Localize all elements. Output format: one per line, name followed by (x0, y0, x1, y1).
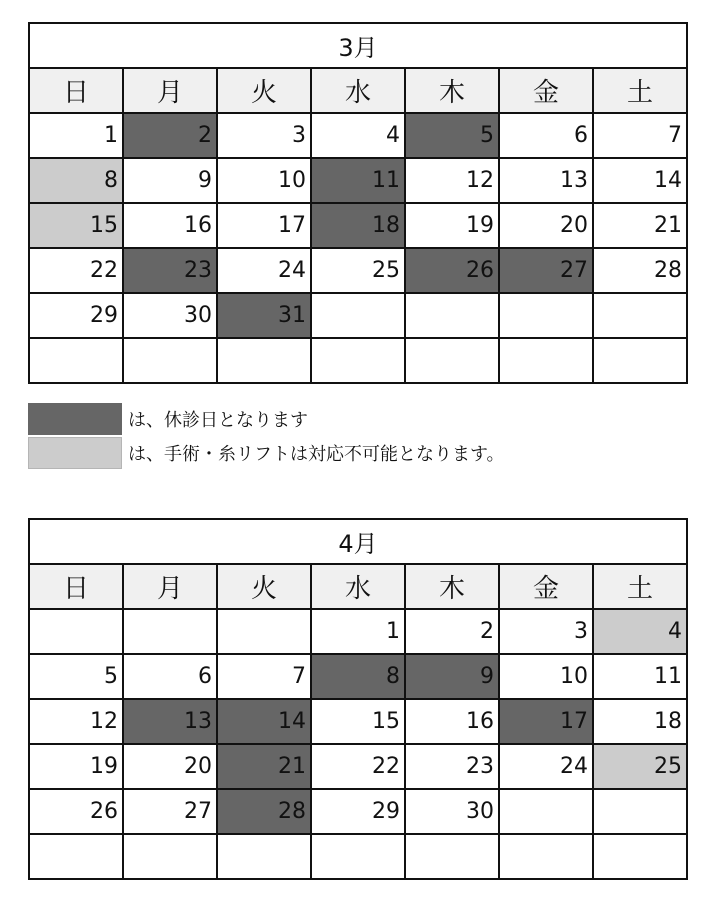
calendar-body (29, 609, 687, 879)
month-title: 4月 (29, 519, 687, 564)
weekday-header: 月 (123, 564, 217, 609)
day-cell: 3 (217, 113, 311, 158)
day-cell: 9 (405, 654, 499, 699)
day-cell: 16 (123, 203, 217, 248)
empty-day-cell (593, 834, 687, 879)
day-cell: 5 (405, 113, 499, 158)
no-surgery-legend-text: は、手術・糸リフトは対応不可能となります。 (128, 444, 505, 465)
empty-day-cell (29, 338, 123, 383)
empty-day-cell (311, 834, 405, 879)
legend-row-no-surgery (28, 436, 505, 470)
legend (28, 402, 505, 470)
calendar-body (29, 113, 687, 383)
day-cell: 29 (311, 789, 405, 834)
weekday-header: 木 (405, 68, 499, 113)
day-cell: 3 (499, 609, 593, 654)
week-row (29, 338, 687, 383)
day-cell: 8 (29, 158, 123, 203)
week-row (29, 248, 687, 293)
day-cell: 28 (593, 248, 687, 293)
day-cell: 14 (593, 158, 687, 203)
day-cell: 20 (499, 203, 593, 248)
day-cell: 23 (123, 248, 217, 293)
empty-day-cell (405, 293, 499, 338)
empty-day-cell (311, 338, 405, 383)
day-cell: 18 (593, 699, 687, 744)
closed-day-legend-text: は、休診日となります (128, 410, 308, 431)
empty-day-cell (593, 789, 687, 834)
day-cell: 12 (29, 699, 123, 744)
empty-day-cell (593, 338, 687, 383)
day-cell: 4 (593, 609, 687, 654)
empty-day-cell (29, 834, 123, 879)
weekday-header: 土 (593, 564, 687, 609)
calendar-march (28, 22, 688, 384)
day-cell: 8 (311, 654, 405, 699)
day-cell: 17 (217, 203, 311, 248)
day-cell: 18 (311, 203, 405, 248)
empty-day-cell (499, 293, 593, 338)
day-cell: 24 (499, 744, 593, 789)
day-cell: 9 (123, 158, 217, 203)
day-cell: 17 (499, 699, 593, 744)
day-cell: 24 (217, 248, 311, 293)
day-cell: 29 (29, 293, 123, 338)
day-cell: 30 (405, 789, 499, 834)
week-row (29, 158, 687, 203)
day-cell: 2 (405, 609, 499, 654)
empty-day-cell (499, 834, 593, 879)
day-cell: 22 (29, 248, 123, 293)
weekday-header: 金 (499, 564, 593, 609)
week-row (29, 789, 687, 834)
empty-day-cell (405, 338, 499, 383)
empty-day-cell (217, 338, 311, 383)
day-cell: 21 (217, 744, 311, 789)
day-cell: 16 (405, 699, 499, 744)
day-cell: 12 (405, 158, 499, 203)
day-cell: 22 (311, 744, 405, 789)
day-cell: 13 (123, 699, 217, 744)
day-cell: 15 (29, 203, 123, 248)
week-row (29, 744, 687, 789)
weekday-header: 水 (311, 68, 405, 113)
day-cell: 4 (311, 113, 405, 158)
day-cell: 23 (405, 744, 499, 789)
empty-day-cell (217, 609, 311, 654)
day-cell: 27 (499, 248, 593, 293)
week-row (29, 654, 687, 699)
day-cell: 7 (593, 113, 687, 158)
no-surgery-swatch (28, 437, 122, 469)
weekday-header: 日 (29, 564, 123, 609)
day-cell: 6 (499, 113, 593, 158)
day-cell: 19 (29, 744, 123, 789)
weekday-header: 金 (499, 68, 593, 113)
calendar-title-row (29, 519, 687, 564)
empty-day-cell (311, 293, 405, 338)
month-title: 3月 (29, 23, 687, 68)
day-cell: 6 (123, 654, 217, 699)
day-cell: 25 (311, 248, 405, 293)
day-cell: 1 (29, 113, 123, 158)
legend-row-closed (28, 402, 505, 436)
day-cell: 11 (593, 654, 687, 699)
day-cell: 21 (593, 203, 687, 248)
day-cell: 25 (593, 744, 687, 789)
weekday-header: 日 (29, 68, 123, 113)
day-cell: 5 (29, 654, 123, 699)
day-cell: 11 (311, 158, 405, 203)
week-row (29, 293, 687, 338)
day-cell: 14 (217, 699, 311, 744)
calendar-april (28, 518, 688, 880)
empty-day-cell (29, 609, 123, 654)
day-cell: 13 (499, 158, 593, 203)
empty-day-cell (499, 338, 593, 383)
weekday-header: 木 (405, 564, 499, 609)
empty-day-cell (123, 834, 217, 879)
day-cell: 10 (217, 158, 311, 203)
empty-day-cell (499, 789, 593, 834)
day-cell: 28 (217, 789, 311, 834)
day-cell: 26 (405, 248, 499, 293)
day-cell: 20 (123, 744, 217, 789)
weekday-header: 月 (123, 68, 217, 113)
day-cell: 7 (217, 654, 311, 699)
weekday-header: 火 (217, 564, 311, 609)
day-cell: 10 (499, 654, 593, 699)
weekday-header-row (29, 68, 687, 113)
day-cell: 27 (123, 789, 217, 834)
closed-day-swatch (28, 403, 122, 435)
empty-day-cell (593, 293, 687, 338)
weekday-header: 土 (593, 68, 687, 113)
week-row (29, 113, 687, 158)
empty-day-cell (405, 834, 499, 879)
weekday-header: 火 (217, 68, 311, 113)
day-cell: 1 (311, 609, 405, 654)
weekday-header: 水 (311, 564, 405, 609)
empty-day-cell (123, 609, 217, 654)
weekday-header-row (29, 564, 687, 609)
calendar-title-row (29, 23, 687, 68)
day-cell: 31 (217, 293, 311, 338)
day-cell: 19 (405, 203, 499, 248)
day-cell: 15 (311, 699, 405, 744)
day-cell: 2 (123, 113, 217, 158)
week-row (29, 203, 687, 248)
empty-day-cell (123, 338, 217, 383)
week-row (29, 834, 687, 879)
day-cell: 30 (123, 293, 217, 338)
week-row (29, 609, 687, 654)
empty-day-cell (217, 834, 311, 879)
week-row (29, 699, 687, 744)
day-cell: 26 (29, 789, 123, 834)
